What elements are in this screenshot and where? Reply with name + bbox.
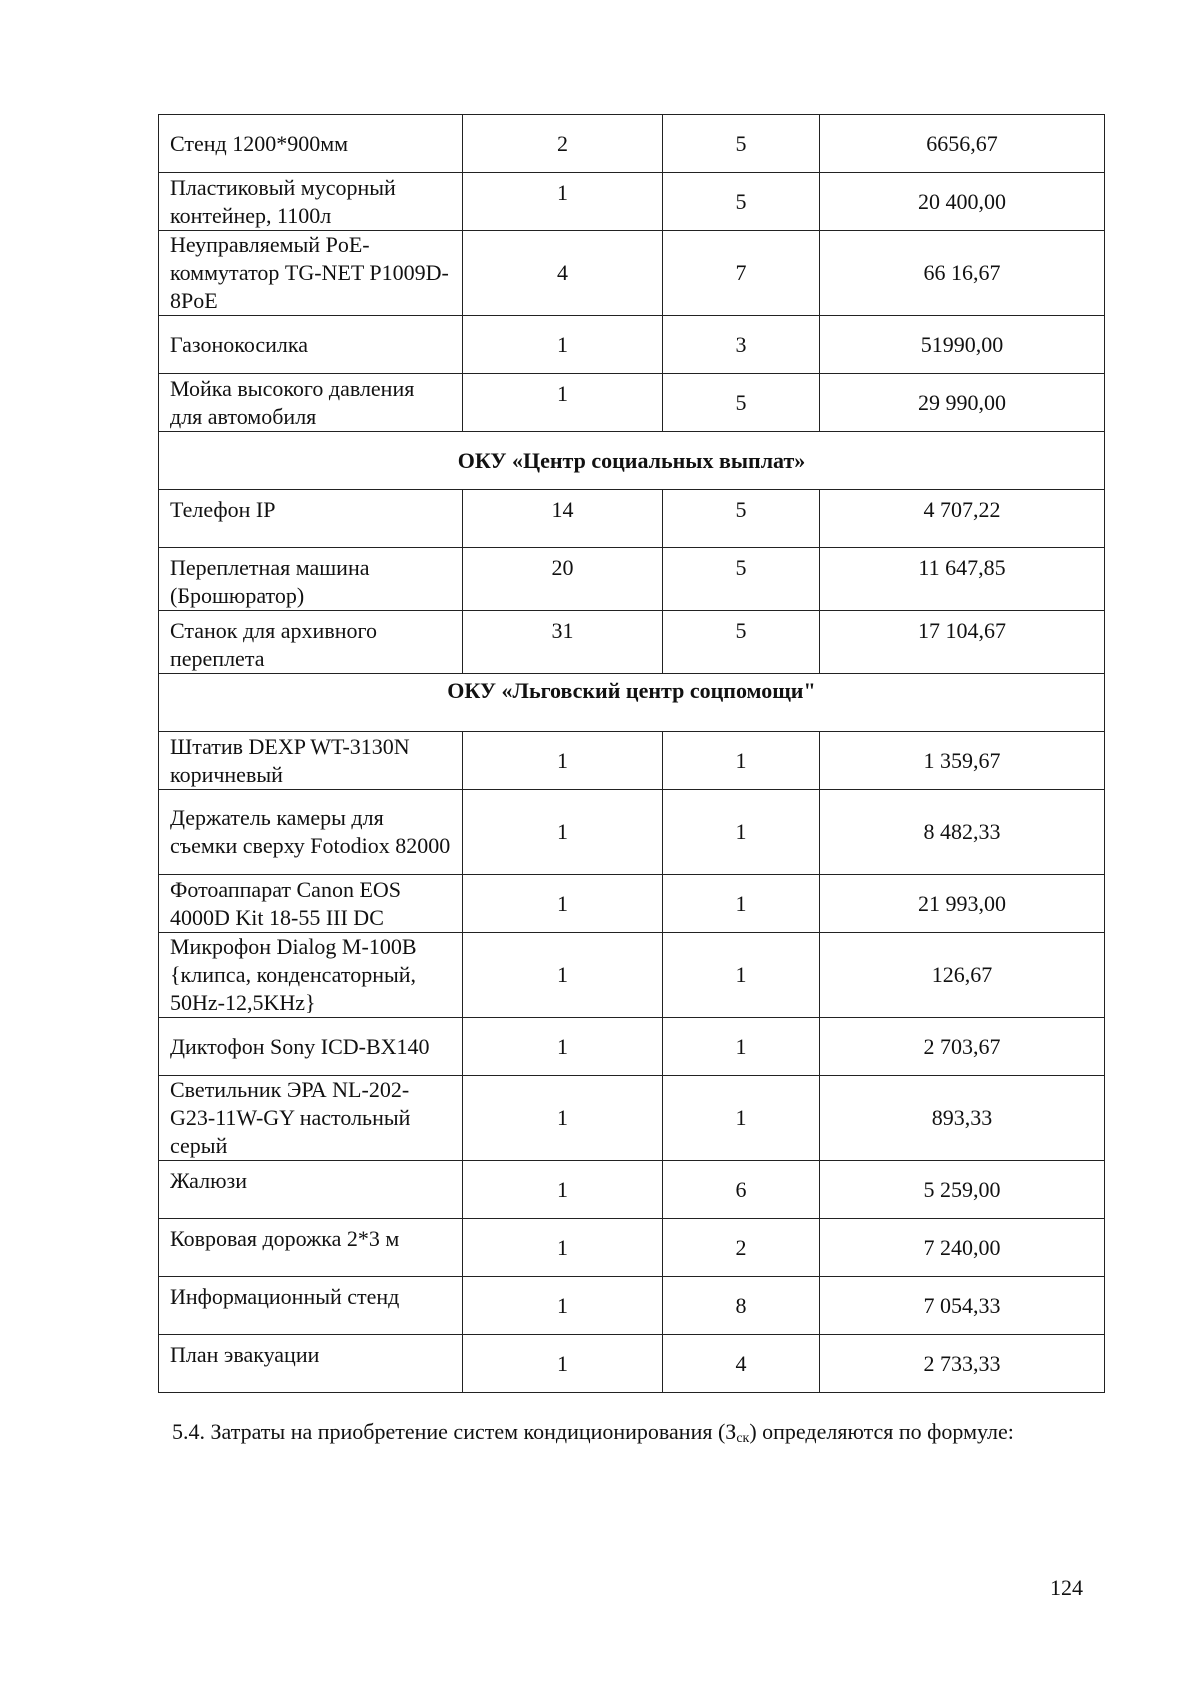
item-price: 11 647,85 bbox=[820, 548, 1105, 611]
section-row bbox=[159, 432, 1105, 490]
item-service-years: 5 bbox=[663, 548, 820, 611]
item-price: 8 482,33 bbox=[820, 790, 1105, 875]
item-name: Газонокосилка bbox=[159, 316, 463, 374]
item-quantity: 1 bbox=[463, 1161, 663, 1219]
item-price: 7 240,00 bbox=[820, 1219, 1105, 1277]
item-service-years: 1 bbox=[663, 933, 820, 1018]
table-row bbox=[159, 1076, 1105, 1161]
item-price: 20 400,00 bbox=[820, 173, 1105, 231]
item-name: Фотоаппарат Canon EOS 4000D Kit 18-55 III DC bbox=[159, 875, 463, 933]
section-heading: ОКУ «Льговский центр соцпомощи" bbox=[159, 674, 1105, 732]
item-name: Телефон IP bbox=[159, 490, 463, 548]
item-quantity: 1 bbox=[463, 1277, 663, 1335]
item-price: 21 993,00 bbox=[820, 875, 1105, 933]
item-service-years: 1 bbox=[663, 732, 820, 790]
item-service-years: 4 bbox=[663, 1335, 820, 1393]
item-quantity: 2 bbox=[463, 115, 663, 173]
item-price: 51990,00 bbox=[820, 316, 1105, 374]
table-row bbox=[159, 173, 1105, 231]
table-row bbox=[159, 933, 1105, 1018]
item-service-years: 7 bbox=[663, 231, 820, 316]
item-quantity: 1 bbox=[463, 1018, 663, 1076]
item-quantity: 1 bbox=[463, 316, 663, 374]
table-row bbox=[159, 611, 1105, 674]
table-row bbox=[159, 490, 1105, 548]
table-row bbox=[159, 732, 1105, 790]
item-name: Ковровая дорожка 2*3 м bbox=[159, 1219, 463, 1277]
item-price: 2 703,67 bbox=[820, 1018, 1105, 1076]
table-row bbox=[159, 231, 1105, 316]
item-name: Стенд 1200*900мм bbox=[159, 115, 463, 173]
section-heading: ОКУ «Центр социальных выплат» bbox=[159, 432, 1105, 490]
item-name: Светильник ЭРА NL-202-G23-11W-GY настольный серый bbox=[159, 1076, 463, 1161]
item-name: План эвакуации bbox=[159, 1335, 463, 1393]
section-row bbox=[159, 674, 1105, 732]
item-service-years: 1 bbox=[663, 1018, 820, 1076]
item-quantity: 1 bbox=[463, 1219, 663, 1277]
item-service-years: 5 bbox=[663, 611, 820, 674]
item-name: Переплетная машина (Брошюратор) bbox=[159, 548, 463, 611]
table-row bbox=[159, 1277, 1105, 1335]
item-service-years: 3 bbox=[663, 316, 820, 374]
paragraph-text-end: ) определяются по формуле: bbox=[749, 1419, 1014, 1444]
table-row bbox=[159, 374, 1105, 432]
item-quantity: 1 bbox=[463, 1335, 663, 1393]
item-name: Жалюзи bbox=[159, 1161, 463, 1219]
item-price: 6656,67 bbox=[820, 115, 1105, 173]
item-service-years: 5 bbox=[663, 173, 820, 231]
item-quantity: 1 bbox=[463, 875, 663, 933]
item-service-years: 5 bbox=[663, 115, 820, 173]
table-row bbox=[159, 790, 1105, 875]
equipment-table bbox=[158, 114, 1105, 1393]
paragraph-subscript: ск bbox=[736, 1431, 750, 1446]
item-quantity: 4 bbox=[463, 231, 663, 316]
item-name: Микрофон Dialog M-100B {клипса, конденсаторный, 50Hz-12,5KHz} bbox=[159, 933, 463, 1018]
item-quantity: 1 bbox=[463, 732, 663, 790]
item-price: 1 359,67 bbox=[820, 732, 1105, 790]
paragraph-text-start: 5.4. Затраты на приобретение систем кондиционирования (З bbox=[172, 1419, 737, 1444]
item-quantity: 31 bbox=[463, 611, 663, 674]
table-row bbox=[159, 1018, 1105, 1076]
item-name: Мойка высокого давления для автомобиля bbox=[159, 374, 463, 432]
item-name: Неуправляемый PoE-коммутатор TG-NET P1009D-8PoE bbox=[159, 231, 463, 316]
table-row bbox=[159, 1161, 1105, 1219]
paragraph-text bbox=[172, 1418, 1052, 1446]
item-name: Информационный стенд bbox=[159, 1277, 463, 1335]
table-row bbox=[159, 548, 1105, 611]
item-price: 126,67 bbox=[820, 933, 1105, 1018]
table-row bbox=[159, 875, 1105, 933]
item-price: 66 16,67 bbox=[820, 231, 1105, 316]
item-price: 17 104,67 bbox=[820, 611, 1105, 674]
item-price: 7 054,33 bbox=[820, 1277, 1105, 1335]
page-number: 124 bbox=[1050, 1575, 1083, 1600]
table-row bbox=[159, 1335, 1105, 1393]
item-quantity: 1 bbox=[463, 173, 663, 231]
table-row bbox=[159, 115, 1105, 173]
item-quantity: 1 bbox=[463, 790, 663, 875]
item-price: 29 990,00 bbox=[820, 374, 1105, 432]
item-service-years: 1 bbox=[663, 790, 820, 875]
item-price: 2 733,33 bbox=[820, 1335, 1105, 1393]
item-service-years: 1 bbox=[663, 1076, 820, 1161]
item-quantity: 1 bbox=[463, 1076, 663, 1161]
item-service-years: 5 bbox=[663, 490, 820, 548]
item-service-years: 1 bbox=[663, 875, 820, 933]
item-name: Держатель камеры для съемки сверху Fotodiox 82000 bbox=[159, 790, 463, 875]
item-name: Пластиковый мусорный контейнер, 1100л bbox=[159, 173, 463, 231]
item-service-years: 6 bbox=[663, 1161, 820, 1219]
item-name: Станок для архивного переплета bbox=[159, 611, 463, 674]
item-quantity: 14 bbox=[463, 490, 663, 548]
item-price: 5 259,00 bbox=[820, 1161, 1105, 1219]
item-quantity: 1 bbox=[463, 374, 663, 432]
item-quantity: 20 bbox=[463, 548, 663, 611]
item-service-years: 8 bbox=[663, 1277, 820, 1335]
table-row bbox=[159, 316, 1105, 374]
table-row bbox=[159, 1219, 1105, 1277]
item-price: 4 707,22 bbox=[820, 490, 1105, 548]
item-name: Диктофон Sony ICD-BX140 bbox=[159, 1018, 463, 1076]
item-service-years: 5 bbox=[663, 374, 820, 432]
item-price: 893,33 bbox=[820, 1076, 1105, 1161]
item-name: Штатив DEXP WT-3130N коричневый bbox=[159, 732, 463, 790]
item-quantity: 1 bbox=[463, 933, 663, 1018]
item-service-years: 2 bbox=[663, 1219, 820, 1277]
